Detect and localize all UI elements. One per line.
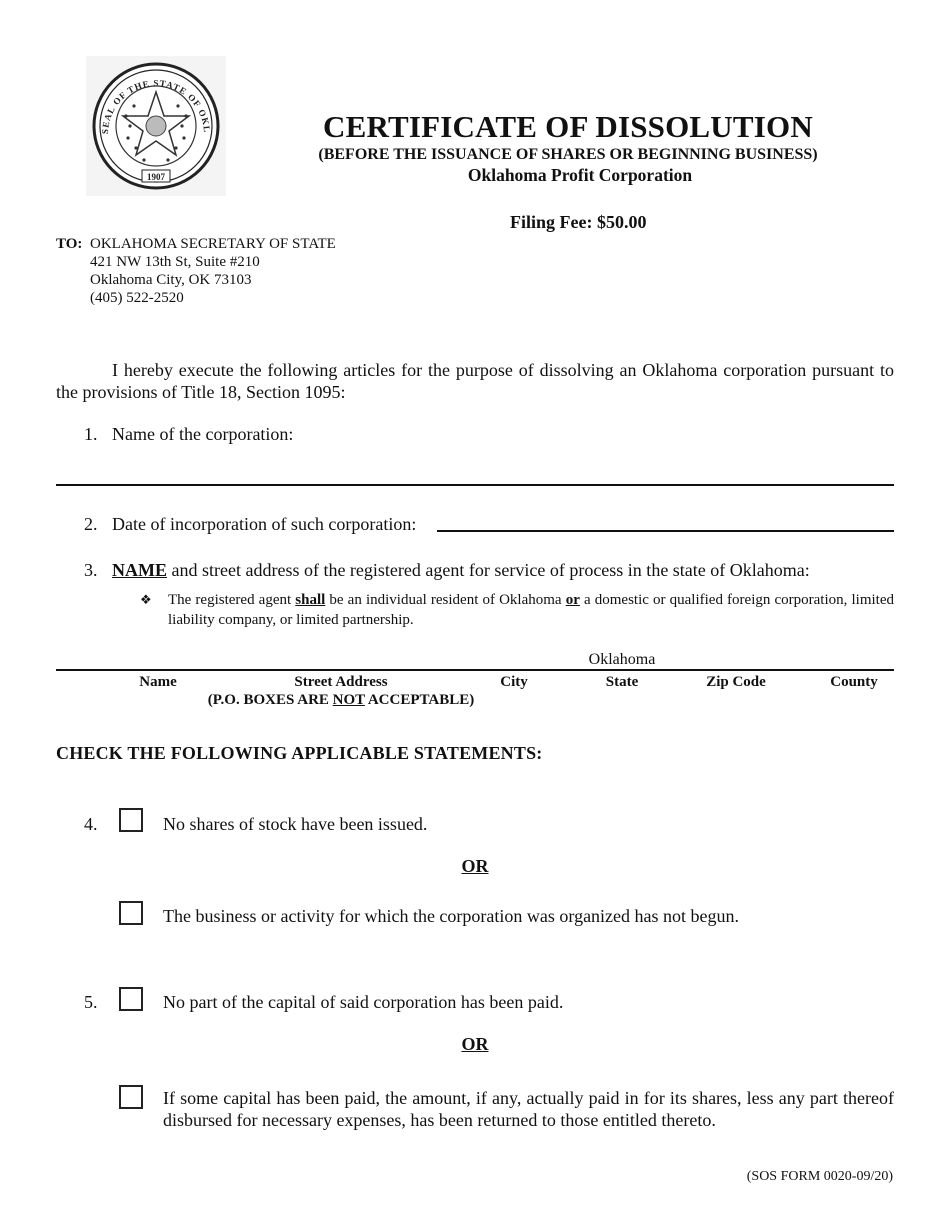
form-id: (SOS FORM 0020-09/20) xyxy=(746,1169,893,1184)
entity-type: Oklahoma Profit Corporation xyxy=(467,165,693,185)
po-box-note: (P.O. BOXES ARE NOT ACCEPTABLE) xyxy=(207,692,475,708)
agent-state-value: Oklahoma xyxy=(588,651,656,668)
capital-returned-text: If some capital has been paid, the amount, if any, actually paid in for its shares, less any part thereof disbursed for necessary expenses, has been returned to those entitled thereto. xyxy=(163,1088,894,1130)
no-capital-paid-checkbox[interactable] xyxy=(119,987,143,1011)
not-emphasis: NOT xyxy=(332,692,365,708)
recipient-city: Oklahoma City, OK 73103 xyxy=(90,272,252,288)
no-capital-paid-text: No part of the capital of said corporation has been paid. xyxy=(163,992,564,1012)
item-3-label-rest: and street address of the registered agent for service of process in the state of Oklahoma: xyxy=(167,560,810,580)
recipient-name: OKLAHOMA SECRETARY OF STATE xyxy=(90,236,336,252)
item-3-label xyxy=(112,559,810,581)
column-county: County xyxy=(830,674,878,690)
column-name: Name xyxy=(139,674,177,690)
item-1-number: 1. xyxy=(84,424,98,444)
agent-requirement-text: The registered agent shall be an individual resident of Oklahoma or a domestic or qualified foreign corporation, limited liability company, or limited partnership. xyxy=(168,592,894,628)
capital-returned-checkbox[interactable] xyxy=(119,1085,143,1109)
no-shares-issued-text: No shares of stock have been issued. xyxy=(163,814,428,834)
item-1-label: Name of the corporation: xyxy=(112,424,294,444)
or-emphasis: or xyxy=(565,592,580,608)
intro-paragraph: I hereby execute the following articles for the purpose of dissolving an Oklahoma corporation pursuant to the provisions of Title 18, Section 1095: xyxy=(56,360,894,402)
seal-graphic xyxy=(86,56,226,196)
column-zip-code: Zip Code xyxy=(706,674,766,690)
column-state: State xyxy=(605,674,639,690)
business-not-begun-checkbox[interactable] xyxy=(119,901,143,925)
check-statements-heading: CHECK THE FOLLOWING APPLICABLE STATEMENTS: xyxy=(56,743,543,763)
column-city: City xyxy=(500,674,528,690)
diamond-bullet-icon: ❖ xyxy=(140,592,152,607)
agent-requirement-note xyxy=(140,590,894,630)
item-4-number: 4. xyxy=(84,814,98,834)
filing-fee: Filing Fee: $50.00 xyxy=(510,212,647,232)
item-2-label: Date of incorporation of such corporation: xyxy=(112,514,417,534)
item-3-number: 3. xyxy=(84,560,98,580)
item-5-number: 5. xyxy=(84,992,98,1012)
item-5-or: OR xyxy=(461,1034,489,1054)
seal-inscription: SEAL OF THE STATE OF OKL xyxy=(99,77,213,135)
shall-emphasis: shall xyxy=(295,592,326,608)
state-seal-logo xyxy=(86,56,226,196)
item-4-or: OR xyxy=(461,856,489,876)
item-2-number: 2. xyxy=(84,514,98,534)
no-shares-issued-checkbox[interactable] xyxy=(119,808,143,832)
seal-year: 1907 xyxy=(147,172,165,182)
recipient-address: TO: OKLAHOMA SECRETARY OF STATE 421 NW 13th St, Suite #210 Oklahoma City, OK 73103 (405) 522-2520 xyxy=(56,236,336,306)
column-street-address: Street Address xyxy=(294,674,388,690)
form-subtitle: (BEFORE THE ISSUANCE OF SHARES OR BEGINNING BUSINESS) xyxy=(318,146,818,163)
to-label: TO xyxy=(56,236,78,252)
recipient-phone: (405) 522-2520 xyxy=(90,290,184,306)
item-3-name-emphasis: NAME xyxy=(112,560,167,580)
form-title: CERTIFICATE OF DISSOLUTION xyxy=(323,109,813,144)
incorporation-date-field[interactable] xyxy=(437,530,894,532)
registered-agent-field[interactable] xyxy=(56,669,894,671)
business-not-begun-text: The business or activity for which the corporation was organized has not begun. xyxy=(163,906,740,926)
recipient-street: 421 NW 13th St, Suite #210 xyxy=(90,254,260,270)
corporation-name-field[interactable] xyxy=(56,484,894,486)
